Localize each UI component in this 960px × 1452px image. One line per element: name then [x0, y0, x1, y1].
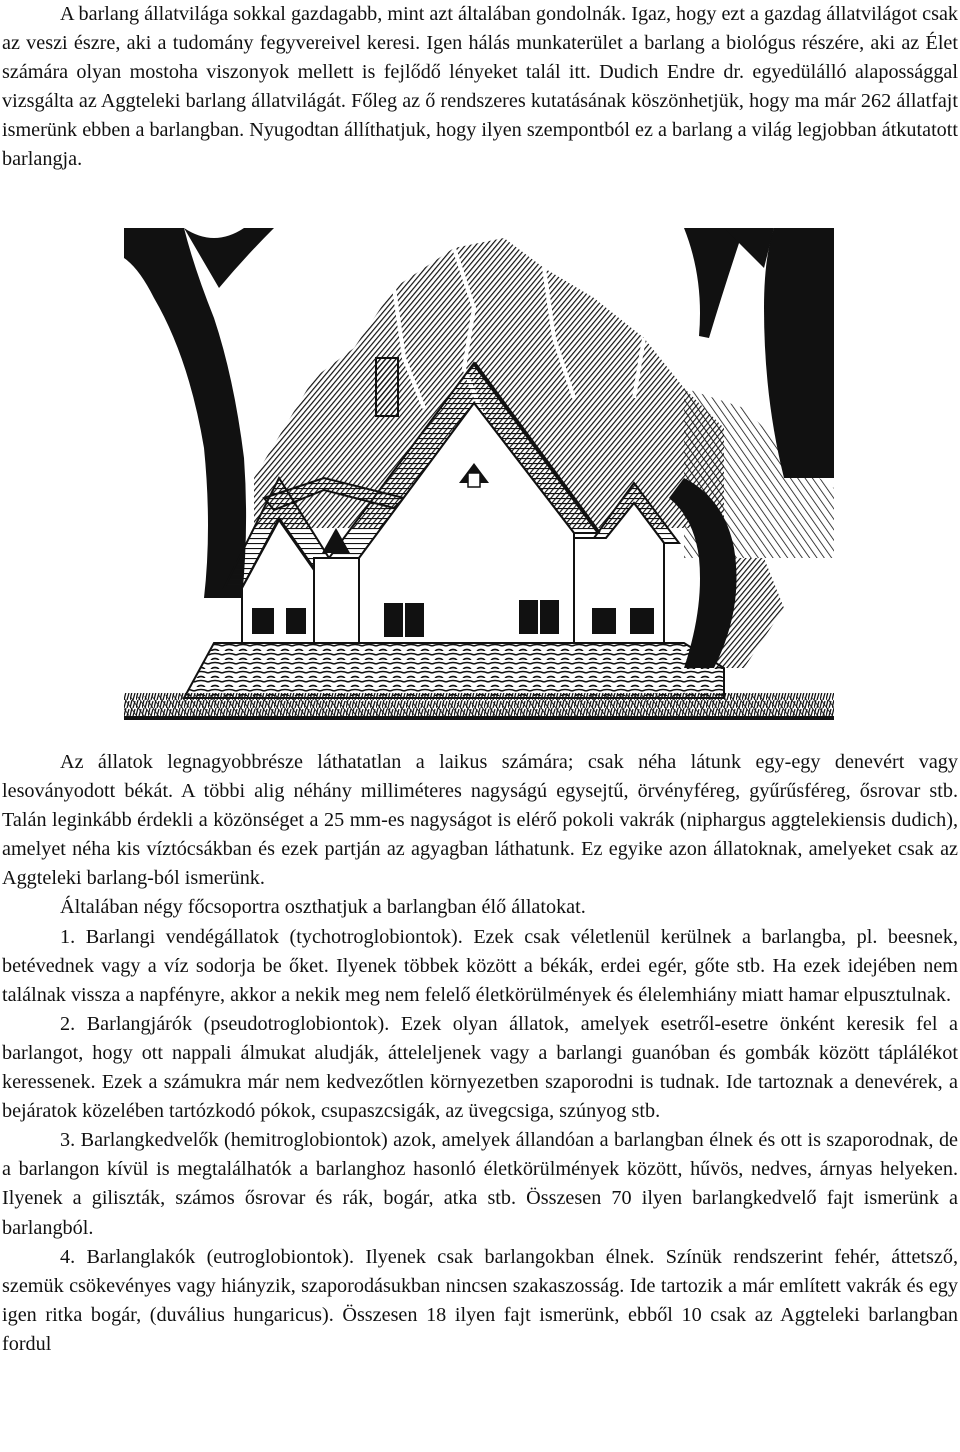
paragraph-group-3: 3. Barlangkedvelők (hemitroglobiontok) azok, amelyek állandóan a barlangban élnek és ott is szaporodnak, de a barlangon kívül is megtalálhatók a barlanghoz hasonló életkörülmények között, hűvös, nedves, árnyas helyeken. Ilyenek a giliszták, számos ősrovar és rák, bogár, atka stb. Összesen 70 ilyen barlangkedvelő fajt ismerünk a barlangból. — [2, 1129, 958, 1239]
paragraph-groups-intro: Általában négy főcsoportra oszthatjuk a barlangban élő állatokat. — [60, 896, 586, 919]
intro-text-block — [2, 0, 958, 175]
paragraph-group-4: 4. Barlanglakók (eutroglobiontok). Ilyenek csak barlangokban élnek. Színük rendszerint fehér, áttetsző, szemük csökevényes vagy hiányzik, szaporodásukban nincsen szakaszosság. Ide tartozik a már említett vakrák és egy igen ritka bogár, (duválius hungaricus). Összesen 18 ilyen fajt ismerünk, ebből 10 csak az Aggteleki barlangban fordul — [2, 1245, 958, 1355]
main-text-block — [2, 748, 958, 1359]
house-illustration — [124, 228, 834, 720]
paragraph-animals: Az állatok legnagyobbrésze láthatatlan a laikus számára; csak néha látunk egy-egy denevért vagy lesoványodott békát. A többi alig néhány milliméteres nagyságú egysejtű, örvényféreg, gyűrűsféreg, ősrovar stb. Talán leginkább érdekli a közönséget a 25 mm-es nagyságot is elérő pokoli vakrák (niphargus aggtelekiensis dudich), amelyet néha kis víztócsákban és ezek partján az agyagban láthatunk. Ez egyike azon állatoknak, amelyeket csak az Aggteleki barlang-ból ismerünk. — [2, 751, 958, 890]
house-illustration-drawing — [124, 228, 834, 720]
paragraph-group-2: 2. Barlangjárók (pseudotroglobiontok). Ezek olyan állatok, amelyek esetről-esetre önként keresik fel a barlangot, hogy ott nappali álmukat aludják, átteleljenek vagy a barlangi guanóban és gombák között táplálékot keressenek. Ezek a számukra már nem kedvezőtlen környezetben szaporodni is tudnak. Ide tartoznak a denevérek, a bejáratok közelében tartózkodó pókok, csupaszcsigák, az üvegcsiga, szúnyog stb. — [2, 1012, 958, 1123]
paragraph-group-1: 1. Barlangi vendégállatok (tychotroglobiontok). Ezek csak véletlenül kerülnek a barlangba, pl. beesnek, betévednek vagy a víz sodorja be őket. Ilyenek többek között a békák, erdei egér, gőte stb. Ha ezek idejében nem találnak vissza a napfényre, akkor a nekik meg nem felelő életkörülmények és élelemhiány miatt hamar elpusztulnak. — [2, 925, 958, 1006]
intro-paragraph: A barlang állatvilága sokkal gazdagabb, mint azt általában gondolnák. Igaz, hogy ezt a gazdag állatvilágot csak az veszi észre, aki a tudomány fegyvereivel keresi. Igen hálás munkaterület a barlang a biológus részére, aki az Élet számára olyan mostoha viszonyok mellett is fejlődő lényeket talál itt. Dudich Endre dr. egyedülálló alapossággal vizsgálta az Aggteleki barlang állatvilágát. Főleg az ő rendszeres kutatásának köszönhetjük, hogy ma már 262 állatfajt ismerünk ebben a barlangban. Nyugodtan állíthatjuk, hogy ilyen szempontból ez a barlang a világ legjobban átkutatott barlangja. — [2, 3, 958, 171]
